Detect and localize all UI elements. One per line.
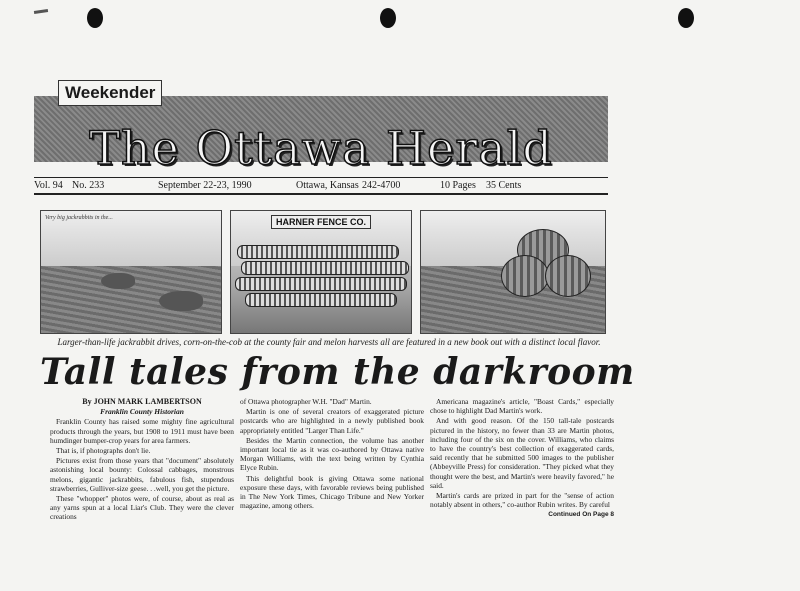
article-column-1 [50, 397, 234, 523]
price: 35 Cents [486, 180, 522, 191]
continued-notice: Continued On Page 8 [548, 511, 614, 519]
headline: Tall tales from the darkroom [40, 351, 635, 393]
newspaper-title: The Ottawa Herald [89, 121, 553, 175]
fence-co-sign: HARNER FENCE CO. [271, 215, 371, 229]
byline-title: Franklin County Historian [100, 407, 184, 417]
corn-ear [237, 245, 399, 259]
paragraph: Pictures exist from those years that "document" absolutely astonishing local bounty: Colossal cabbages, monstrous melons, gigantic jackrabbits, fabulous fish, stupendous strawberries, Gulliver-size geese. . .well, you get the picture. [50, 456, 234, 493]
corn-ear [241, 261, 409, 275]
binder-hole-center [380, 8, 396, 28]
scan-mark [34, 9, 48, 14]
issue-number: No. 233 [72, 180, 105, 191]
paragraph: of Ottawa photographer W.H. "Dad" Martin. [240, 397, 372, 406]
corn-ear [235, 277, 407, 291]
photo-caption: Larger-than-life jackrabbit drives, corn-on-the-cob at the county fair and melon harvests all are featured in a new book out with a distinct local flavor. [57, 337, 601, 347]
masthead-rule-bottom [34, 193, 608, 195]
melon [501, 255, 549, 297]
byline: By JOHN MARK LAMBERTSON [82, 397, 202, 406]
paragraph: And with good reason. Of the 150 tall-tale postcards pictured in the history, no fewer than 33 are Martin photos, including four of the six on the cover. Williams, who claims to have the country's best collection of exaggerated cards, said recently that he submitted 500 images to the publisher (Abbeyville Press) for consideration. "They picked what they thought were the best, and Martin's were heavily favored," he said. [430, 416, 614, 490]
masthead-rule-top [34, 177, 608, 178]
binder-hole-right [678, 8, 694, 28]
paragraph: That is, if photographs don't lie. [56, 446, 151, 456]
section-label: Weekender [58, 80, 162, 106]
phone: 242-4700 [362, 180, 401, 191]
photo-corn [230, 210, 412, 334]
photo-jackrabbit [40, 210, 222, 334]
paragraph: Americana magazine's article, "Boast Cards," especially chose to highlight Dad Martin's work. [430, 397, 614, 416]
paragraph: This delightful book is giving Ottawa some national exposure these days, with favorable reviews being published in The New York Times, Chicago Tribune and New Yorker magazine, among others. [240, 473, 424, 511]
paragraph: Martin is one of several creators of exaggerated picture postcards who are highlighted in a newly published book appropriately entitled "Larger Than Life." [240, 407, 424, 435]
page-count: 10 Pages [440, 180, 476, 191]
issue-date: September 22-23, 1990 [158, 180, 252, 191]
newspaper-clipping [34, 80, 635, 522]
article-column-2 [240, 397, 424, 511]
melon [545, 255, 591, 297]
jackrabbit-figure [159, 291, 203, 311]
photo-melons [420, 210, 606, 334]
article-column-3 [430, 397, 614, 520]
corn-ear [245, 293, 397, 307]
paragraph: These "whopper" photos were, of course, about as real as any yarns spun at a local Liar's Club. They were the clever creations [50, 494, 234, 522]
binder-hole-left [87, 8, 103, 28]
jackrabbit-figure [101, 273, 135, 289]
paragraph: Franklin County has raised some mighty fine agricultural products through the years, but 1908 to 1911 must have been humdinger bumper-crop years for area farmers. [50, 417, 234, 445]
volume: Vol. 94 [34, 180, 63, 191]
paragraph: Besides the Martin connection, the volume has another important local tie as it was co-authored by Ottawa native Morgan Williams, with the text being written by Cynthia Elyce Rubin. [240, 435, 424, 473]
paragraph: Martin's cards are prized in part for the "sense of action notably absent in others," co-author Rubin writes. By careful [430, 491, 614, 510]
photo-inscription: Very big jackrabbits in the... [45, 215, 113, 221]
location: Ottawa, Kansas [296, 180, 359, 191]
